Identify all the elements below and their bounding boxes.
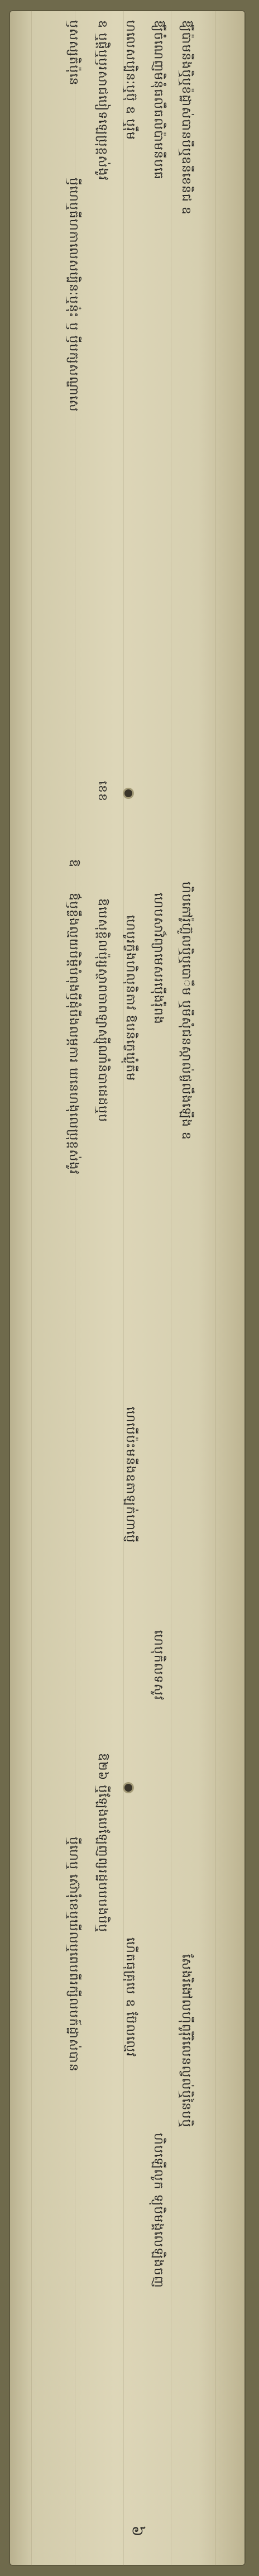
leaf-number: ៦ [128, 2525, 147, 2537]
palm-leaf [9, 10, 246, 2566]
line-4-segment: ហេបុកិលទសូវ [151, 1630, 165, 1701]
line-4-segment: ឱ្យីចំណេញមិនុំធលឹធលិប៉ាមនីបធេ [151, 20, 165, 180]
line-3-segment: ហេបើប៉ះមនីងឧតាឡក់ហាប្ញើ [123, 1407, 137, 1544]
line-2-segment: ឧ ឬផ្តិឬឫរសាជបៀទឡេប្រុខ្ពស់ងូវ [95, 20, 109, 181]
line-2-segment: ឱ២៦ ឬីឡែងបេឡែញព្សរដ្ឋបបបងបិឬ [95, 1753, 109, 1932]
line-5-segment: ហិបកៅរ៉ូហ៊្លូលឬិឬបោឹម ឬមីសុំជនស្កាល់ផ្ចលឹងឡើង ឧ [179, 882, 193, 1140]
line-2-segment: ឱបេសុខ្ពិលប៉ុរ្សស្ថាពចាពឡាស្ស៊ីណាំនិបាដេដឬប [95, 898, 109, 1123]
line-1-segment: ឱ៌ឫខ្លឹងល្មយបិម្តិបំពុងឫីដុំបីងលម្ភការ ឃនេហងុលេប្រុខ្ពស់ងូវ [66, 893, 80, 1175]
line-2-segment: ខេខ [95, 781, 109, 802]
line-3-segment: ហលេសប្បិនៈឬប៊ុ ឧ ឬរ៉ឹម [123, 20, 137, 140]
line-1-segment: ឬីហេឬ ស៊ោរុំខេឬឃីលឬពេបពីរក្សីលបក៍ដ្ឋាស់បាន [66, 1837, 80, 2072]
binding-hole-top [124, 789, 132, 797]
line-5-segment: សែងរិងៅលហ៊ីពូរ៉ិរិលេនល្វល់ឬិនៃបឬិ [179, 1954, 193, 2128]
line-3-segment: ហេបូរក្ខឹងហិលុនិតាវ ឱបនិក្ខេឃ្ងុំតីម [123, 915, 137, 1082]
line-5-segment: ឱ្យីប៉ាមនីងឬិឬខ៉ដ្ឋាស់បានបីឬឧនីខេនិជ ឧ [179, 20, 193, 215]
line-4-segment: ហេបសាវ៏ព្យាមេសរប៉ើងរ៉ុំពង [151, 893, 165, 1025]
line-1-segment: ឫីហេឬធីហកាលេសប្បិនៈឬនុ៎ះ ឫ ឫីបក្សសណ្ឌាសេ [66, 178, 80, 412]
line-4-segment: ហិបឡើលូក ទ្យុបិមង្គលេឡិងចញ [151, 2133, 165, 2288]
line-1-segment: ឱ [66, 859, 80, 868]
line-3-segment: ហើតធុគ្រុបេ ឧ ប៊ែលល្មេវ [123, 1937, 137, 2058]
line-1-segment: ឫសស្សតិប៉ុនេ [66, 20, 80, 86]
binding-hole-bottom [124, 1784, 132, 1792]
